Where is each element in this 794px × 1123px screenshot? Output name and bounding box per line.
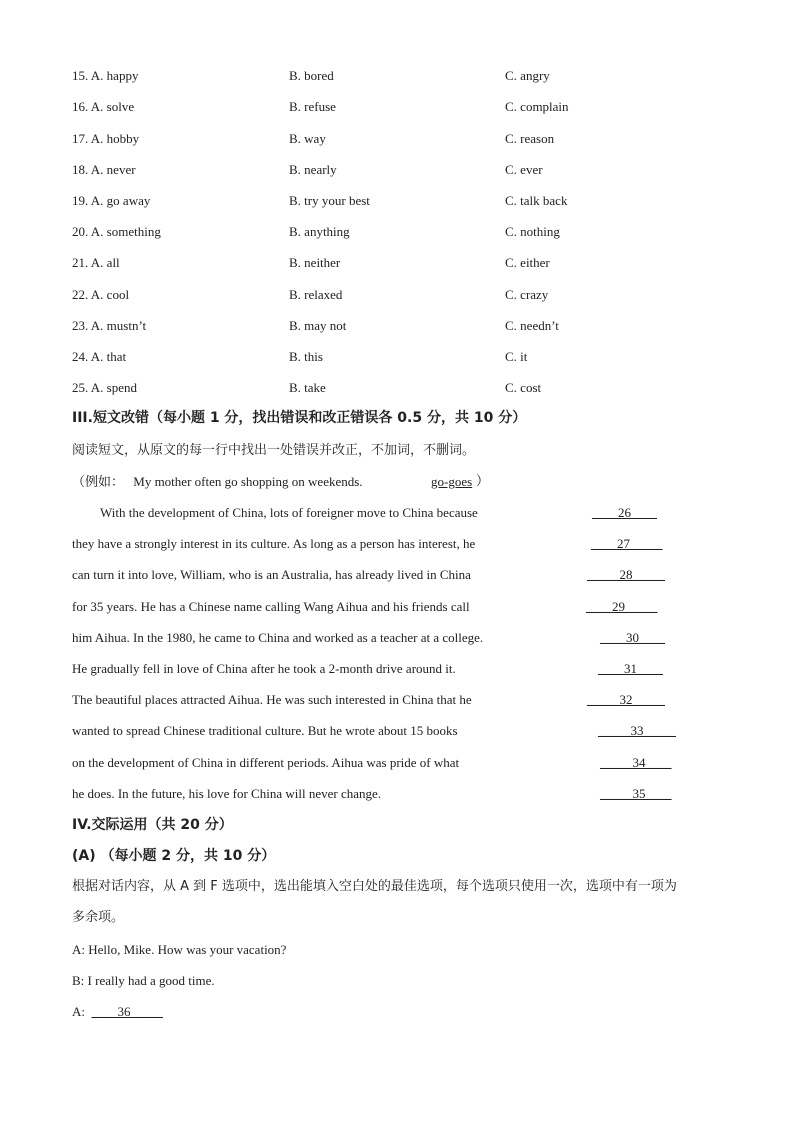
option-b: B. take — [289, 380, 326, 395]
example-sentence: My mother often go shopping on weekends. — [133, 474, 363, 489]
section-4-instruction-continued: 多余项。 — [72, 910, 125, 925]
answer-blank[interactable]: ____30____ — [600, 630, 665, 645]
answer-blank[interactable]: _____35____ — [600, 786, 672, 801]
option-c: C. crazy — [505, 287, 549, 302]
example-line — [72, 474, 363, 491]
option-a: 15. A. happy — [72, 68, 139, 83]
passage-line: him Aihua. In the 1980, he came to China and worked as a teacher at a college. — [72, 630, 484, 645]
answer-blank[interactable]: _____33_____ — [598, 723, 676, 738]
answer-blank[interactable]: ____31____ — [598, 661, 663, 676]
option-b: B. refuse — [289, 99, 336, 114]
answer-blank[interactable]: _____34____ — [600, 755, 672, 770]
option-c: C. nothing — [505, 224, 560, 239]
answer-blank[interactable]: ____26____ — [592, 505, 657, 520]
example-suffix: ） — [476, 474, 490, 489]
passage-line: on the development of China in different periods. Aihua was pride of what — [72, 755, 460, 770]
option-a: 23. A. mustn’t — [72, 318, 147, 333]
option-c: C. needn’t — [505, 318, 559, 333]
option-b: B. neither — [289, 255, 341, 270]
answer-blank[interactable]: _____32_____ — [587, 692, 665, 707]
option-c: C. talk back — [505, 193, 568, 208]
option-b: B. may not — [289, 318, 347, 333]
answer-blank[interactable]: ____27_____ — [591, 536, 663, 551]
option-b: B. bored — [289, 68, 334, 83]
passage-line: With the development of China, lots of foreigner move to China because — [100, 505, 478, 520]
example-answer: go-goes — [431, 474, 473, 489]
answer-blank[interactable]: ____36_____ — [91, 1004, 163, 1019]
passage-line: they have a strongly interest in its culture. As long as a person has interest, he — [72, 536, 476, 551]
dialogue-line: B: I really had a good time. — [72, 973, 215, 988]
option-a: 22. A. cool — [72, 287, 130, 302]
section-4-instruction: 根据对话内容，从 A 到 F 选项中，选出能填入空白处的最佳选项，每个选项只使用一次，选项中有一项为 — [72, 879, 677, 894]
option-a: 16. A. solve — [72, 99, 135, 114]
passage-line: can turn it into love, William, who is an Australia, has already lived in China — [72, 567, 471, 582]
example-prefix: （例如： — [72, 475, 125, 490]
section-3-title: III.短文改错（每小题 1 分，找出错误和改正错误各 0.5 分，共 10 分） — [72, 410, 527, 426]
option-b: B. relaxed — [289, 287, 343, 302]
option-c: C. ever — [505, 162, 543, 177]
option-a: 21. A. all — [72, 255, 120, 270]
section-4-subtitle: (A) （每小题 2 分，共 10 分） — [72, 848, 276, 864]
answer-blank[interactable]: ____29_____ — [586, 599, 658, 614]
option-b: B. try your best — [289, 193, 370, 208]
option-b: B. anything — [289, 224, 350, 239]
option-a: 17. A. hobby — [72, 131, 140, 146]
option-a: 20. A. something — [72, 224, 161, 239]
option-c: C. it — [505, 349, 528, 364]
passage-line: He gradually fell in love of China after he took a 2-month drive around it. — [72, 661, 456, 676]
section-4-title: IV.交际运用（共 20 分） — [72, 817, 233, 833]
dialogue-line: A: Hello, Mike. How was your vacation? — [72, 942, 287, 957]
option-c: C. either — [505, 255, 550, 270]
option-a: 24. A. that — [72, 349, 127, 364]
dialogue-line-blank — [72, 1004, 163, 1020]
answer-blank[interactable]: _____28_____ — [587, 567, 665, 582]
passage-line: wanted to spread Chinese traditional culture. But he wrote about 15 books — [72, 723, 458, 738]
option-a: 19. A. go away — [72, 193, 151, 208]
speaker-label: A: — [72, 1004, 92, 1019]
passage-line: for 35 years. He has a Chinese name calling Wang Aihua and his friends call — [72, 599, 470, 614]
option-a: 18. A. never — [72, 162, 136, 177]
option-c: C. reason — [505, 131, 555, 146]
option-c: C. cost — [505, 380, 542, 395]
passage-line: The beautiful places attracted Aihua. He was such interested in China that he — [72, 692, 472, 707]
option-b: B. way — [289, 131, 326, 146]
option-c: C. complain — [505, 99, 569, 114]
option-b: B. nearly — [289, 162, 337, 177]
passage-line: he does. In the future, his love for China will never change. — [72, 786, 382, 801]
section-3-instruction: 阅读短文，从原文的每一行中找出一处错误并改正，不加词，不删词。 — [72, 443, 476, 458]
option-b: B. this — [289, 349, 323, 364]
option-c: C. angry — [505, 68, 550, 83]
option-a: 25. A. spend — [72, 380, 137, 395]
